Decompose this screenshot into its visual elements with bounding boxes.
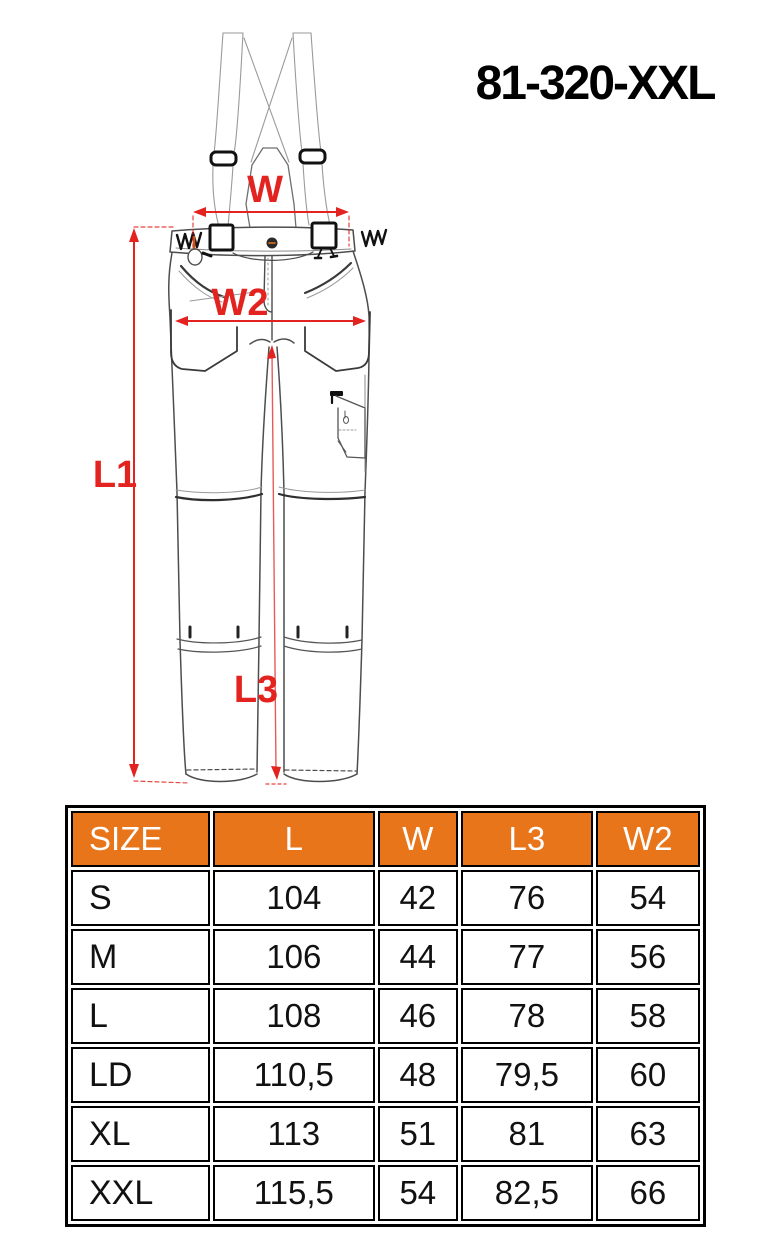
cell-size: S — [71, 870, 210, 926]
cell-w2: 58 — [596, 988, 700, 1044]
header-w2: W2 — [596, 811, 700, 867]
left-tab — [210, 225, 233, 250]
back-strap-cross — [251, 38, 292, 162]
cell-w: 44 — [378, 929, 458, 985]
dimension-l1 — [93, 227, 188, 783]
suspender-buckles — [211, 150, 325, 165]
cell-l3: 77 — [461, 929, 593, 985]
right-elastic — [362, 230, 386, 246]
header-w: W — [378, 811, 458, 867]
l3-label: L3 — [233, 669, 279, 711]
size-table — [65, 805, 706, 1227]
cell-w: 54 — [378, 1165, 458, 1221]
cell-l: 104 — [213, 870, 375, 926]
waist-button — [267, 238, 278, 249]
cell-l3: 76 — [461, 870, 593, 926]
dimension-w2 — [175, 282, 366, 326]
l1-label: L1 — [92, 454, 138, 496]
crotch-whisker — [250, 340, 270, 344]
cell-w2: 60 — [596, 1047, 700, 1103]
w-label: W — [247, 169, 283, 211]
cell-size: XL — [71, 1106, 210, 1162]
cell-size: LD — [71, 1047, 210, 1103]
header-l: L — [213, 811, 375, 867]
cell-l: 110,5 — [213, 1047, 375, 1103]
table-row — [71, 870, 700, 926]
right-buckle — [300, 150, 325, 163]
trousers-diagram — [55, 15, 475, 805]
table-row — [71, 1165, 700, 1221]
header-l3: L3 — [461, 811, 593, 867]
table-row — [71, 1106, 700, 1162]
cell-l3: 82,5 — [461, 1165, 593, 1221]
cargo-pocket — [330, 375, 365, 472]
cell-l3: 81 — [461, 1106, 593, 1162]
cell-w: 51 — [378, 1106, 458, 1162]
knee-bands — [176, 487, 365, 652]
cell-l: 108 — [213, 988, 375, 1044]
cell-l3: 79,5 — [461, 1047, 593, 1103]
hems — [186, 769, 357, 782]
cell-w: 46 — [378, 988, 458, 1044]
crotch-whisker — [274, 339, 294, 343]
cell-l3: 78 — [461, 988, 593, 1044]
cell-w2: 66 — [596, 1165, 700, 1221]
cell-w2: 54 — [596, 870, 700, 926]
cell-size: M — [71, 929, 210, 985]
cell-w2: 56 — [596, 929, 700, 985]
cell-w2: 63 — [596, 1106, 700, 1162]
back-strap-cross — [244, 38, 289, 162]
table-row — [71, 929, 700, 985]
cell-l: 115,5 — [213, 1165, 375, 1221]
cell-size: XXL — [71, 1165, 210, 1221]
cell-l: 106 — [213, 929, 375, 985]
product-code: 81-320-XXL — [475, 57, 715, 110]
cell-w: 42 — [378, 870, 458, 926]
cell-l: 113 — [213, 1106, 375, 1162]
cell-w: 48 — [378, 1047, 458, 1103]
right-tab — [312, 223, 336, 248]
w2-label: W2 — [211, 282, 269, 324]
table-row — [71, 1047, 700, 1103]
cell-size: L — [71, 988, 210, 1044]
header-size: SIZE — [71, 811, 210, 867]
size-table-header-row — [71, 811, 700, 867]
left-buckle — [211, 152, 236, 165]
table-row — [71, 988, 700, 1044]
